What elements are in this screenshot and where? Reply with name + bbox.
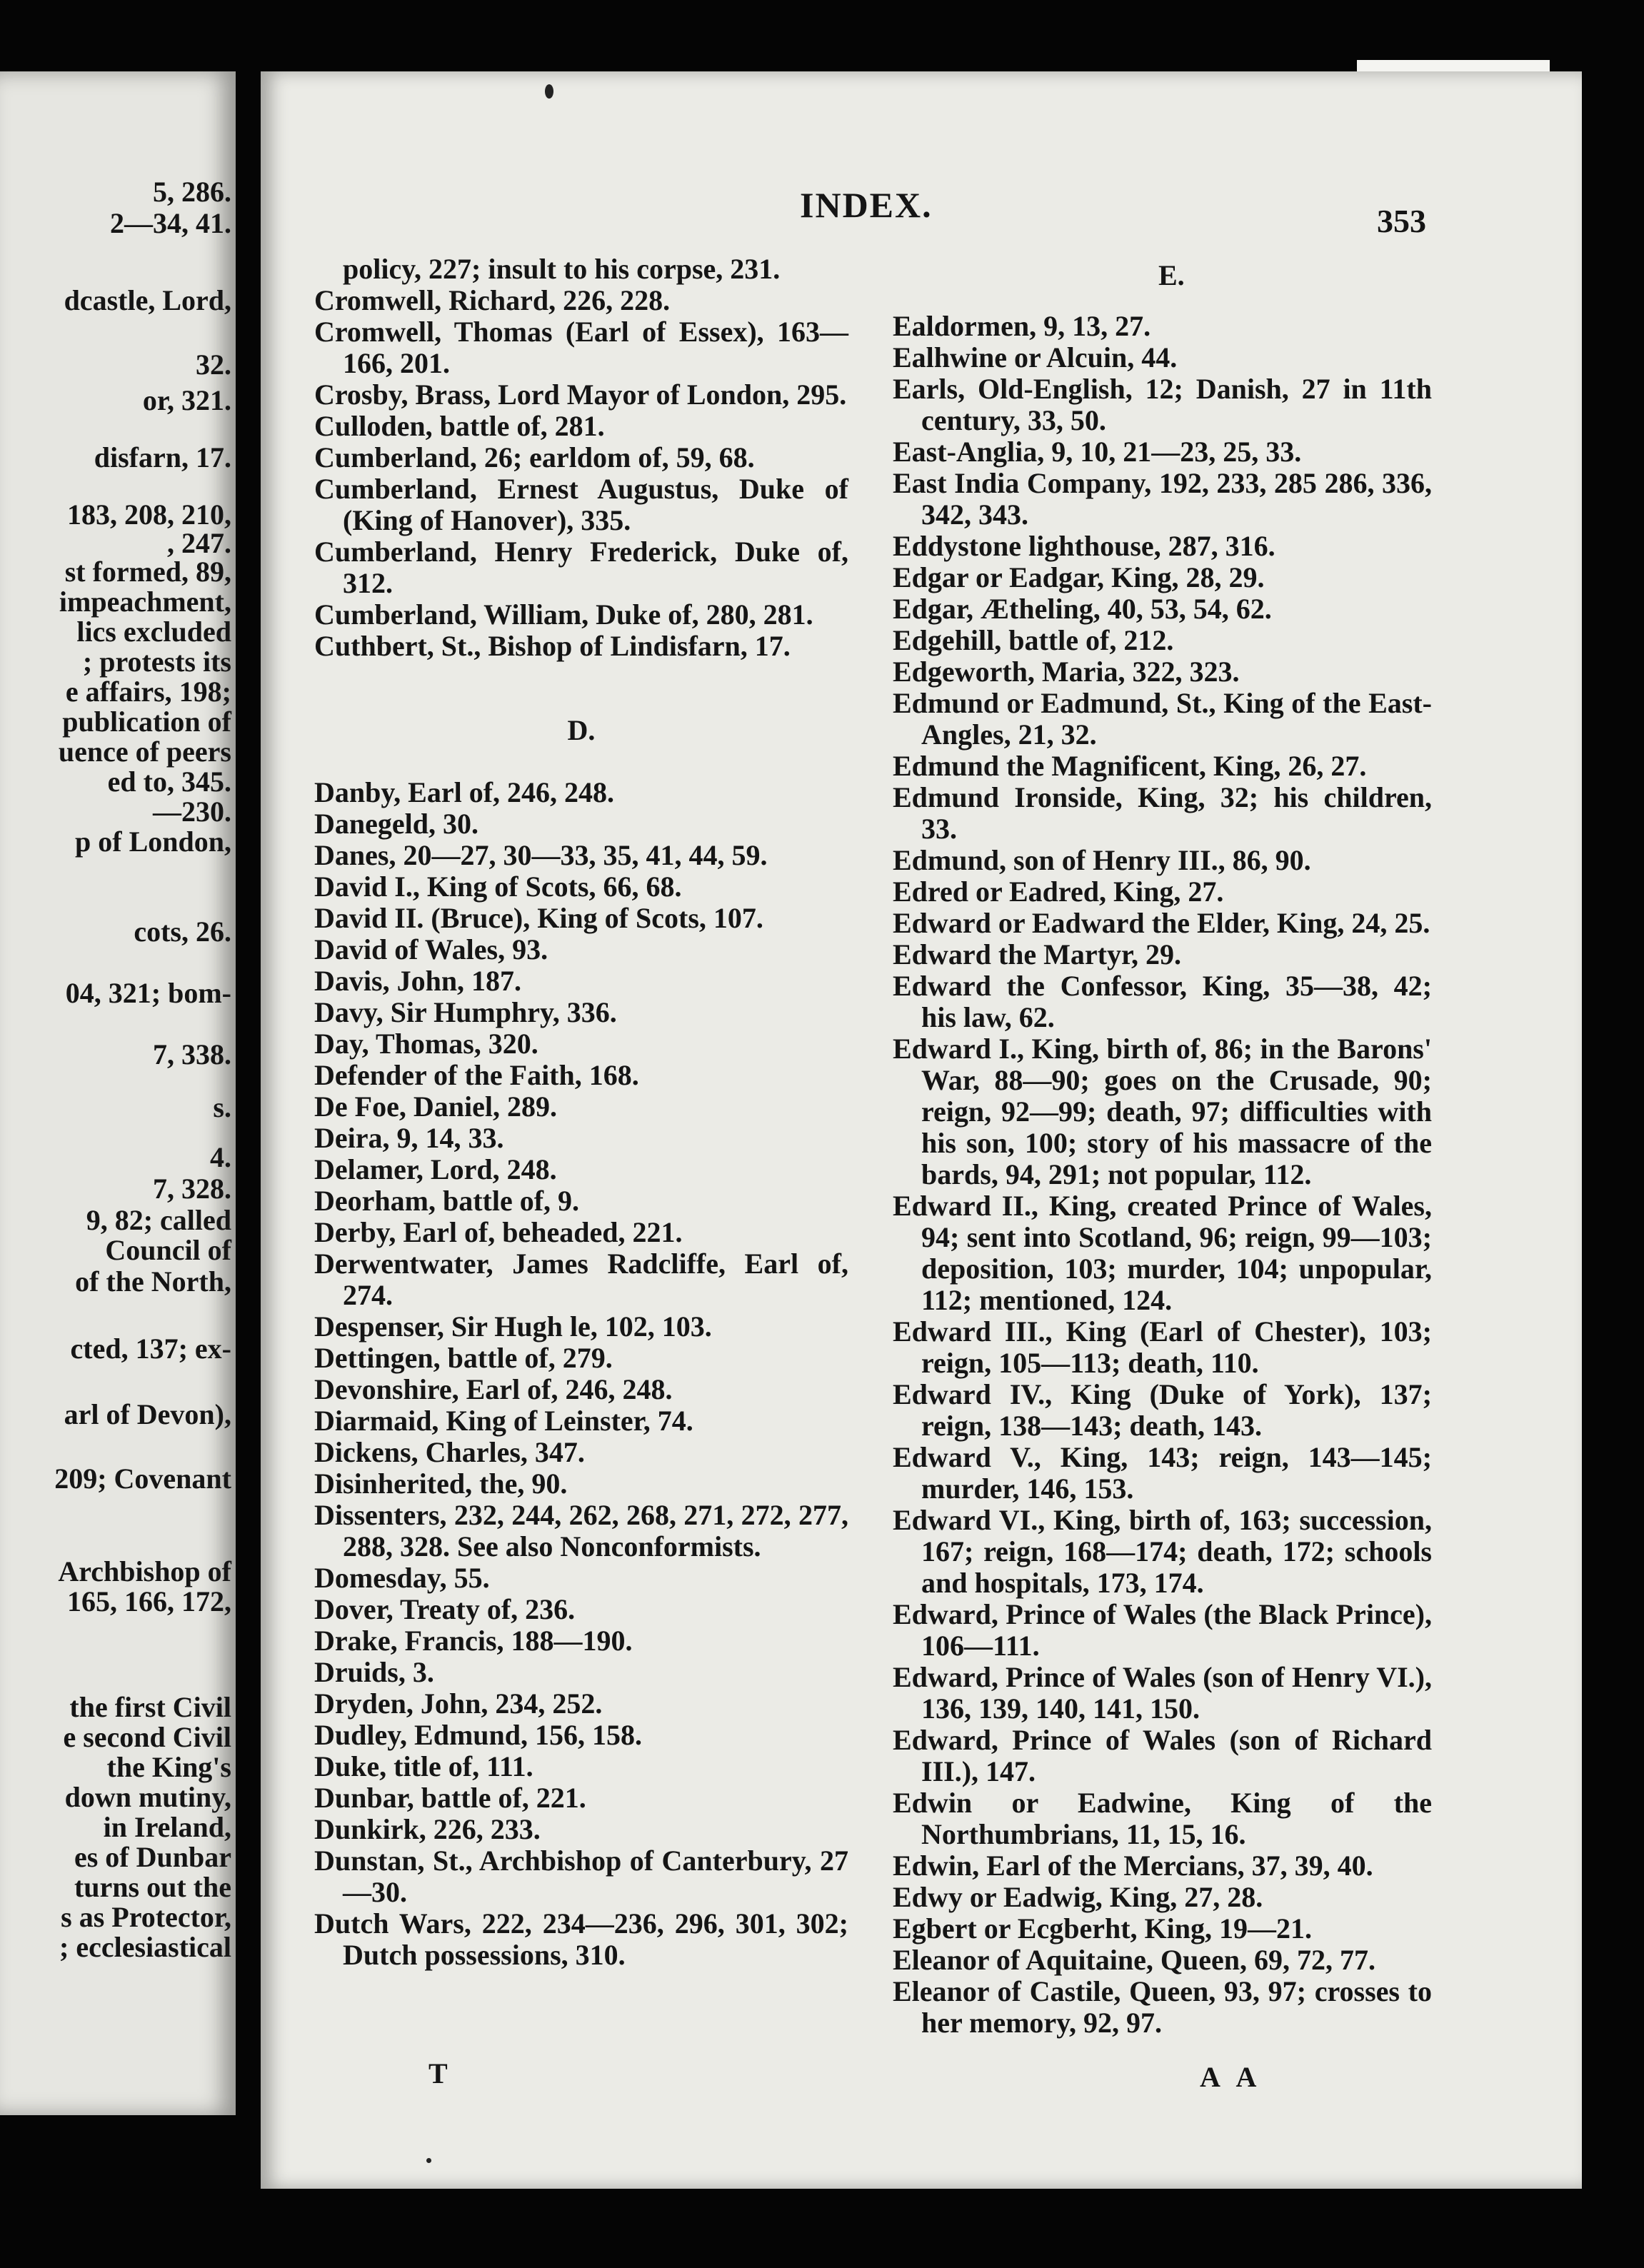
index-column-right bbox=[893, 311, 1432, 2039]
fragment-line: cted, 137; ex- bbox=[70, 1333, 231, 1365]
index-entry: policy, 227; insult to his corpse, 231. bbox=[343, 253, 781, 285]
index-column-left bbox=[314, 254, 848, 1971]
index-entry: Cromwell, Richard, 226, 228. bbox=[314, 284, 671, 316]
fragment-line: —230. bbox=[153, 796, 231, 828]
fragment-line: the first Civil bbox=[69, 1691, 231, 1723]
fragment-line: down mutiny, bbox=[64, 1781, 231, 1813]
index-entry: East India Company, 192, 233, 285 286, 336, 342, 343. bbox=[893, 467, 1432, 531]
index-entry: Edward the Confessor, King, 35—38, 42; his law, 62. bbox=[893, 970, 1432, 1033]
index-entry: Drake, Francis, 188—190. bbox=[314, 1625, 633, 1657]
index-entry: Duke, title of, 111. bbox=[314, 1750, 533, 1782]
fragment-line: disfarn, 17. bbox=[94, 441, 231, 473]
index-entry: Edward III., King (Earl of Chester), 103; reign, 105—113; death, 110. bbox=[893, 1315, 1432, 1379]
fragment-line: 7, 328. bbox=[153, 1173, 231, 1205]
ink-speck bbox=[545, 84, 553, 99]
ink-speck bbox=[426, 2158, 431, 2163]
index-entry: Dudley, Edmund, 156, 158. bbox=[314, 1719, 643, 1751]
index-entry: De Foe, Daniel, 289. bbox=[314, 1090, 557, 1123]
signature-mark-left: T bbox=[428, 2057, 448, 2089]
entries-letter-d bbox=[314, 777, 848, 1971]
fragment-line: dcastle, Lord, bbox=[64, 284, 231, 316]
index-entry: Edward VI., King, birth of, 163; succession, 167; reign, 168—174; death, 172; schools and hospitals, 173, 174. bbox=[893, 1504, 1432, 1599]
fragment-line: e affairs, 198; bbox=[65, 676, 231, 708]
index-entry: Edmund, son of Henry III., 86, 90. bbox=[893, 844, 1311, 876]
index-entry: Deira, 9, 14, 33. bbox=[314, 1122, 504, 1154]
index-entry: Derby, Earl of, beheaded, 221. bbox=[314, 1216, 683, 1248]
index-entry: Domesday, 55. bbox=[314, 1562, 490, 1594]
fragment-line: 183, 208, 210, bbox=[67, 498, 231, 531]
section-heading-e: E. bbox=[1158, 259, 1185, 291]
index-entry: David I., King of Scots, 66, 68. bbox=[314, 870, 682, 903]
fragment-line: 4. bbox=[210, 1141, 231, 1173]
index-entry: Dunbar, battle of, 221. bbox=[314, 1782, 586, 1814]
index-entry: Cuthbert, St., Bishop of Lindisfarn, 17. bbox=[314, 630, 791, 662]
fragment-line: e second Civil bbox=[63, 1721, 231, 1753]
section-heading-d: D. bbox=[567, 714, 596, 746]
index-entry: East-Anglia, 9, 10, 21—23, 25, 33. bbox=[893, 436, 1302, 468]
entries-letter-c bbox=[314, 254, 848, 662]
index-entry: Eddystone lighthouse, 287, 316. bbox=[893, 530, 1275, 562]
index-entry: Edwin, Earl of the Mercians, 37, 39, 40. bbox=[893, 1850, 1373, 1882]
index-entry: Ealdormen, 9, 13, 27. bbox=[893, 310, 1151, 342]
index-entry: Edgar or Eadgar, King, 28, 29. bbox=[893, 561, 1265, 593]
fragment-line: st formed, 89, bbox=[64, 556, 231, 588]
index-entry: Edward, Prince of Wales (son of Richard III.), 147. bbox=[893, 1724, 1432, 1787]
index-entry: Edgehill, battle of, 212. bbox=[893, 624, 1174, 656]
index-entry: Edward, Prince of Wales (son of Henry VI.), 136, 139, 140, 141, 150. bbox=[893, 1661, 1432, 1725]
previous-page-fragment bbox=[0, 71, 236, 2115]
index-entry: Cromwell, Thomas (Earl of Essex), 163—166, 201. bbox=[314, 316, 848, 379]
index-entry: Eleanor of Castile, Queen, 93, 97; crosses to her memory, 92, 97. bbox=[893, 1975, 1432, 2039]
signature-mark-right: A A bbox=[1200, 2061, 1263, 2093]
index-entry: Edward V., King, 143; reign, 143—145; murder, 146, 153. bbox=[893, 1441, 1432, 1505]
fragment-line: s. bbox=[213, 1091, 231, 1123]
index-entry: Cumberland, Ernest Augustus, Duke of (King of Hanover), 335. bbox=[314, 473, 848, 536]
index-entry: Dunstan, St., Archbishop of Canterbury, 27—30. bbox=[314, 1845, 848, 1908]
index-entry: Druids, 3. bbox=[314, 1656, 434, 1688]
fragment-line: publication of bbox=[62, 706, 231, 738]
index-entry: David of Wales, 93. bbox=[314, 933, 548, 965]
fragment-line: ed to, 345. bbox=[107, 766, 231, 798]
fragment-line: turns out the bbox=[74, 1871, 231, 1903]
fragment-line: 7, 338. bbox=[153, 1038, 231, 1070]
index-entry: Edward II., King, created Prince of Wales, 94; sent into Scotland, 96; reign, 99—103; deposition, 103; murder, 104; unpopular, 112; mentioned, 124. bbox=[893, 1190, 1432, 1316]
fragment-line: uence of peers bbox=[58, 736, 231, 768]
index-entry: Day, Thomas, 320. bbox=[314, 1028, 538, 1060]
index-entry: Davis, John, 187. bbox=[314, 965, 522, 997]
fragment-line: the King's bbox=[106, 1751, 231, 1783]
index-entry: Cumberland, William, Duke of, 280, 281. bbox=[314, 598, 813, 631]
index-entry: Edward IV., King (Duke of York), 137; reign, 138—143; death, 143. bbox=[893, 1378, 1432, 1442]
index-entry: Devonshire, Earl of, 246, 248. bbox=[314, 1373, 673, 1405]
fragment-line: 165, 166, 172, bbox=[67, 1585, 231, 1617]
index-entry: Ealhwine or Alcuin, 44. bbox=[893, 341, 1178, 373]
fragment-line: 5, 286. bbox=[153, 176, 231, 208]
index-entry: Edward I., King, birth of, 86; in the Barons' War, 88—90; goes on the Crusade, 90; reign, 92—99; death, 97; difficulties with his son, 100; story of his massacre of the bards, 94, 291; not popular, 112. bbox=[893, 1033, 1432, 1190]
fragment-line: arl of Devon), bbox=[64, 1398, 231, 1430]
fragment-line: cots, 26. bbox=[134, 915, 231, 948]
index-entry: Deorham, battle of, 9. bbox=[314, 1185, 580, 1217]
index-entry: Edwy or Eadwig, King, 27, 28. bbox=[893, 1881, 1263, 1913]
index-entry: Crosby, Brass, Lord Mayor of London, 295. bbox=[314, 378, 847, 411]
fragment-line: ; protests its bbox=[82, 646, 231, 678]
index-entry: Edgar, Ætheling, 40, 53, 54, 62. bbox=[893, 593, 1272, 625]
fragment-line: of the North, bbox=[75, 1265, 231, 1298]
index-entry: Edmund Ironside, King, 32; his children, 33. bbox=[893, 781, 1432, 845]
fragment-line: 32. bbox=[196, 348, 231, 381]
fragment-line: Council of bbox=[105, 1234, 231, 1266]
index-entry: Culloden, battle of, 281. bbox=[314, 410, 605, 442]
index-entry: Dunkirk, 226, 233. bbox=[314, 1813, 541, 1845]
index-entry: Dutch Wars, 222, 234—236, 296, 301, 302; Dutch possessions, 310. bbox=[314, 1907, 848, 1971]
index-entry: Eleanor of Aquitaine, Queen, 69, 72, 77. bbox=[893, 1944, 1375, 1976]
index-entry: Diarmaid, King of Leinster, 74. bbox=[314, 1405, 693, 1437]
fragment-line: 2—34, 41. bbox=[110, 207, 231, 239]
index-entry: Edwin or Eadwine, King of the Northumbrians, 11, 15, 16. bbox=[893, 1787, 1432, 1850]
fragment-line: , 247. bbox=[167, 527, 231, 559]
index-entry: David II. (Bruce), King of Scots, 107. bbox=[314, 902, 763, 934]
index-entry: Edred or Eadred, King, 27. bbox=[893, 875, 1224, 908]
index-entry: Edmund or Eadmund, St., King of the East-Angles, 21, 32. bbox=[893, 687, 1432, 751]
index-entry: Dissenters, 232, 244, 262, 268, 271, 272, 277, 288, 328. See also Nonconformists. bbox=[314, 1499, 848, 1562]
index-entry: Despenser, Sir Hugh le, 102, 103. bbox=[314, 1310, 712, 1343]
index-entry: Edward, Prince of Wales (the Black Prince), 106—111. bbox=[893, 1598, 1432, 1662]
index-entry: Dryden, John, 234, 252. bbox=[314, 1687, 603, 1720]
index-entry: Edward or Eadward the Elder, King, 24, 25. bbox=[893, 907, 1430, 939]
page-number: 353 bbox=[1377, 203, 1426, 239]
index-entry: Cumberland, 26; earldom of, 59, 68. bbox=[314, 441, 755, 473]
index-entry: Danby, Earl of, 246, 248. bbox=[314, 776, 615, 808]
index-entry: Edward the Martyr, 29. bbox=[893, 938, 1182, 970]
index-entry: Earls, Old-English, 12; Danish, 27 in 11th century, 33, 50. bbox=[893, 373, 1432, 436]
fragment-line: 9, 82; called bbox=[86, 1204, 231, 1236]
index-entry: Derwentwater, James Radcliffe, Earl of, 274. bbox=[314, 1248, 848, 1311]
index-entry: Dettingen, battle of, 279. bbox=[314, 1342, 613, 1374]
index-entry: Edmund the Magnificent, King, 26, 27. bbox=[893, 750, 1367, 782]
page-title: INDEX. bbox=[800, 185, 933, 225]
fragment-line: ; ecclesiastical bbox=[59, 1931, 231, 1963]
index-entry: Defender of the Faith, 168. bbox=[314, 1059, 639, 1091]
fragment-line: in Ireland, bbox=[103, 1811, 231, 1843]
index-entry: Edgeworth, Maria, 322, 323. bbox=[893, 656, 1240, 688]
fragment-line: impeachment, bbox=[59, 586, 231, 618]
fragment-line: lics excluded bbox=[76, 616, 231, 648]
index-entry: Danegeld, 30. bbox=[314, 808, 478, 840]
index-entry: Dover, Treaty of, 236. bbox=[314, 1593, 576, 1625]
fragment-line: es of Dunbar bbox=[74, 1841, 231, 1873]
fragment-line: Archbishop of bbox=[58, 1555, 231, 1587]
index-entry: Cumberland, Henry Frederick, Duke of, 312. bbox=[314, 536, 848, 599]
index-entry: Delamer, Lord, 248. bbox=[314, 1153, 557, 1185]
fragment-line: or, 321. bbox=[142, 384, 231, 416]
index-entry: Disinherited, the, 90. bbox=[314, 1467, 568, 1500]
fragment-line: 04, 321; bom- bbox=[65, 977, 231, 1009]
index-entry: Egbert or Ecgberht, King, 19—21. bbox=[893, 1912, 1313, 1945]
index-entry: Davy, Sir Humphry, 336. bbox=[314, 996, 617, 1028]
index-entry: Dickens, Charles, 347. bbox=[314, 1436, 585, 1468]
entries-letter-e bbox=[893, 311, 1432, 2039]
index-entry: Danes, 20—27, 30—33, 35, 41, 44, 59. bbox=[314, 839, 768, 871]
fragment-line: p of London, bbox=[75, 826, 231, 858]
fragment-line: 209; Covenant bbox=[54, 1462, 231, 1495]
fragment-line: s as Protector, bbox=[61, 1901, 231, 1933]
